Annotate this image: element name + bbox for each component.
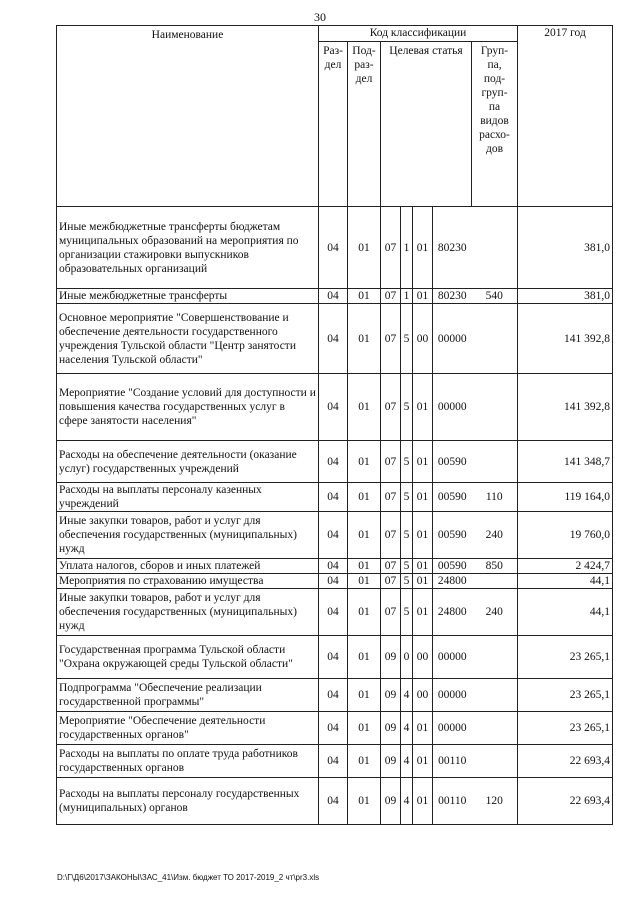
row-subsection: 01 — [348, 441, 381, 483]
row-expense-group — [472, 712, 518, 745]
row-target-event: 00 — [413, 636, 433, 679]
row-target-subprogram: 4 — [401, 745, 413, 778]
row-target-subprogram: 4 — [401, 679, 413, 712]
row-target-subprogram: 4 — [401, 778, 413, 825]
row-target-subprogram: 5 — [401, 374, 413, 441]
row-section: 04 — [319, 679, 348, 712]
row-target-program: 07 — [381, 559, 401, 574]
row-expense-group: 540 — [472, 289, 518, 304]
row-amount: 44,1 — [518, 574, 613, 589]
table-body — [57, 207, 613, 825]
row-target-subprogram: 0 — [401, 636, 413, 679]
row-target-direction: 00590 — [433, 483, 472, 512]
file-path-footer: D:\Г\Д6\2017\ЗАКОНЫ\ЗАС_41\Изм. бюджет ТО 2017-2019_2 чт\pr3.xls — [57, 873, 320, 882]
row-amount: 119 164,0 — [518, 483, 613, 512]
row-target-direction: 00590 — [433, 512, 472, 559]
table-row — [57, 574, 613, 589]
row-amount: 381,0 — [518, 289, 613, 304]
page-number: 30 — [314, 10, 326, 24]
row-target-event: 01 — [413, 559, 433, 574]
row-subsection: 01 — [348, 679, 381, 712]
row-target-event: 01 — [413, 207, 433, 289]
row-expense-group — [472, 636, 518, 679]
table-row — [57, 512, 613, 559]
row-amount: 141 348,7 — [518, 441, 613, 483]
row-amount: 2 424,7 — [518, 559, 613, 574]
row-subsection: 01 — [348, 559, 381, 574]
table-row — [57, 589, 613, 636]
row-subsection: 01 — [348, 636, 381, 679]
row-target-subprogram: 5 — [401, 304, 413, 374]
row-amount: 23 265,1 — [518, 636, 613, 679]
row-section: 04 — [319, 574, 348, 589]
row-name: Основное мероприятие "Совершенствование и обеспечение деятельности государственного учреждения Тульской области "Центр занятости населения Тульской области" — [57, 304, 319, 374]
row-expense-group — [472, 679, 518, 712]
row-subsection: 01 — [348, 574, 381, 589]
row-target-program: 09 — [381, 679, 401, 712]
row-target-direction: 24800 — [433, 589, 472, 636]
row-target-event: 01 — [413, 512, 433, 559]
table-row — [57, 441, 613, 483]
row-target-event: 01 — [413, 483, 433, 512]
row-section: 04 — [319, 745, 348, 778]
row-target-direction: 00590 — [433, 559, 472, 574]
table-row — [57, 207, 613, 289]
row-target-direction: 80230 — [433, 207, 472, 289]
row-target-program: 07 — [381, 374, 401, 441]
header-section: Раз- дел — [319, 42, 348, 207]
budget-table — [56, 25, 613, 825]
row-subsection: 01 — [348, 512, 381, 559]
row-target-program: 09 — [381, 636, 401, 679]
header-subsection: Под- раз- дел — [348, 42, 381, 207]
row-section: 04 — [319, 512, 348, 559]
row-target-event: 01 — [413, 574, 433, 589]
row-subsection: 01 — [348, 712, 381, 745]
row-section: 04 — [319, 589, 348, 636]
row-name: Расходы на выплаты по оплате труда работников государственных органов — [57, 745, 319, 778]
row-expense-group: 110 — [472, 483, 518, 512]
row-expense-group: 850 — [472, 559, 518, 574]
row-target-subprogram: 5 — [401, 574, 413, 589]
row-name: Мероприятие "Обеспечение деятельности государственных органов" — [57, 712, 319, 745]
row-target-direction: 00000 — [433, 374, 472, 441]
row-target-subprogram: 5 — [401, 589, 413, 636]
row-expense-group — [472, 574, 518, 589]
row-name: Иные межбюджетные трансферты — [57, 289, 319, 304]
row-section: 04 — [319, 441, 348, 483]
row-target-direction: 00000 — [433, 679, 472, 712]
header-classification: Код классификации — [319, 26, 518, 42]
row-target-direction: 00000 — [433, 712, 472, 745]
header-name: Наименование — [57, 26, 319, 207]
row-amount: 44,1 — [518, 589, 613, 636]
row-section: 04 — [319, 289, 348, 304]
row-target-event: 00 — [413, 304, 433, 374]
row-expense-group: 120 — [472, 778, 518, 825]
row-target-program: 07 — [381, 512, 401, 559]
row-target-subprogram: 5 — [401, 512, 413, 559]
row-target-direction: 00000 — [433, 304, 472, 374]
table-row — [57, 745, 613, 778]
row-subsection: 01 — [348, 207, 381, 289]
row-expense-group — [472, 374, 518, 441]
table-row — [57, 636, 613, 679]
row-name: Иные закупки товаров, работ и услуг для обеспечения государственных (муниципальных) нужд — [57, 512, 319, 559]
row-expense-group — [472, 304, 518, 374]
row-expense-group — [472, 441, 518, 483]
row-amount: 381,0 — [518, 207, 613, 289]
row-target-direction: 00590 — [433, 441, 472, 483]
table-row — [57, 374, 613, 441]
table-row — [57, 289, 613, 304]
row-subsection: 01 — [348, 374, 381, 441]
table-row — [57, 712, 613, 745]
row-subsection: 01 — [348, 778, 381, 825]
row-name: Мероприятие "Создание условий для доступности и повышения качества государственных услуг в сфере занятости населения" — [57, 374, 319, 441]
row-name: Расходы на выплаты персоналу казенных учреждений — [57, 483, 319, 512]
row-target-direction: 80230 — [433, 289, 472, 304]
row-target-direction: 00000 — [433, 636, 472, 679]
row-target-event: 01 — [413, 374, 433, 441]
row-section: 04 — [319, 712, 348, 745]
row-target-program: 09 — [381, 778, 401, 825]
row-section: 04 — [319, 207, 348, 289]
row-amount: 22 693,4 — [518, 745, 613, 778]
table-row — [57, 559, 613, 574]
row-target-program: 07 — [381, 207, 401, 289]
row-expense-group — [472, 207, 518, 289]
row-target-subprogram: 1 — [401, 207, 413, 289]
row-target-subprogram: 5 — [401, 441, 413, 483]
row-target-event: 01 — [413, 441, 433, 483]
row-target-program: 07 — [381, 574, 401, 589]
row-target-subprogram: 5 — [401, 483, 413, 512]
header-target-item: Целевая статья — [381, 42, 472, 207]
row-subsection: 01 — [348, 289, 381, 304]
row-expense-group — [472, 745, 518, 778]
row-section: 04 — [319, 778, 348, 825]
row-target-program: 07 — [381, 483, 401, 512]
row-amount: 141 392,8 — [518, 374, 613, 441]
row-target-program: 09 — [381, 745, 401, 778]
row-amount: 23 265,1 — [518, 679, 613, 712]
row-amount: 22 693,4 — [518, 778, 613, 825]
row-section: 04 — [319, 636, 348, 679]
row-amount: 141 392,8 — [518, 304, 613, 374]
row-amount: 23 265,1 — [518, 712, 613, 745]
row-amount: 19 760,0 — [518, 512, 613, 559]
row-target-direction: 24800 — [433, 574, 472, 589]
row-section: 04 — [319, 483, 348, 512]
row-target-event: 01 — [413, 589, 433, 636]
row-name: Расходы на выплаты персоналу государственных (муниципальных) органов — [57, 778, 319, 825]
row-section: 04 — [319, 304, 348, 374]
row-target-program: 07 — [381, 441, 401, 483]
row-expense-group: 240 — [472, 589, 518, 636]
row-target-direction: 00110 — [433, 778, 472, 825]
row-subsection: 01 — [348, 483, 381, 512]
header-year: 2017 год — [518, 26, 613, 207]
row-name: Уплата налогов, сборов и иных платежей — [57, 559, 319, 574]
row-target-program: 07 — [381, 289, 401, 304]
row-name: Иные закупки товаров, работ и услуг для обеспечения государственных (муниципальных) нужд — [57, 589, 319, 636]
table-row — [57, 679, 613, 712]
row-target-event: 01 — [413, 289, 433, 304]
row-target-program: 09 — [381, 712, 401, 745]
row-target-event: 01 — [413, 712, 433, 745]
row-name: Подпрограмма "Обеспечение реализации государственной программы" — [57, 679, 319, 712]
row-target-event: 01 — [413, 778, 433, 825]
row-target-direction: 00110 — [433, 745, 472, 778]
row-target-subprogram: 4 — [401, 712, 413, 745]
row-subsection: 01 — [348, 745, 381, 778]
row-section: 04 — [319, 374, 348, 441]
row-section: 04 — [319, 559, 348, 574]
row-subsection: 01 — [348, 589, 381, 636]
row-expense-group: 240 — [472, 512, 518, 559]
row-name: Мероприятия по страхованию имущества — [57, 574, 319, 589]
header-expense-group: Груп- па, под- груп- па видов расхо- дов — [472, 42, 518, 207]
row-target-event: 01 — [413, 745, 433, 778]
row-target-subprogram: 5 — [401, 559, 413, 574]
row-target-subprogram: 1 — [401, 289, 413, 304]
table-row — [57, 483, 613, 512]
row-name: Государственная программа Тульской области "Охрана окружающей среды Тульской области" — [57, 636, 319, 679]
row-target-program: 07 — [381, 304, 401, 374]
row-target-event: 00 — [413, 679, 433, 712]
row-subsection: 01 — [348, 304, 381, 374]
row-name: Иные межбюджетные трансферты бюджетам муниципальных образований на мероприятия по организации стажировки выпускников образовательных организаций — [57, 207, 319, 289]
row-target-program: 07 — [381, 589, 401, 636]
row-name: Расходы на обеспечение деятельности (оказание услуг) государственных учреждений — [57, 441, 319, 483]
table-row — [57, 778, 613, 825]
table-row — [57, 304, 613, 374]
